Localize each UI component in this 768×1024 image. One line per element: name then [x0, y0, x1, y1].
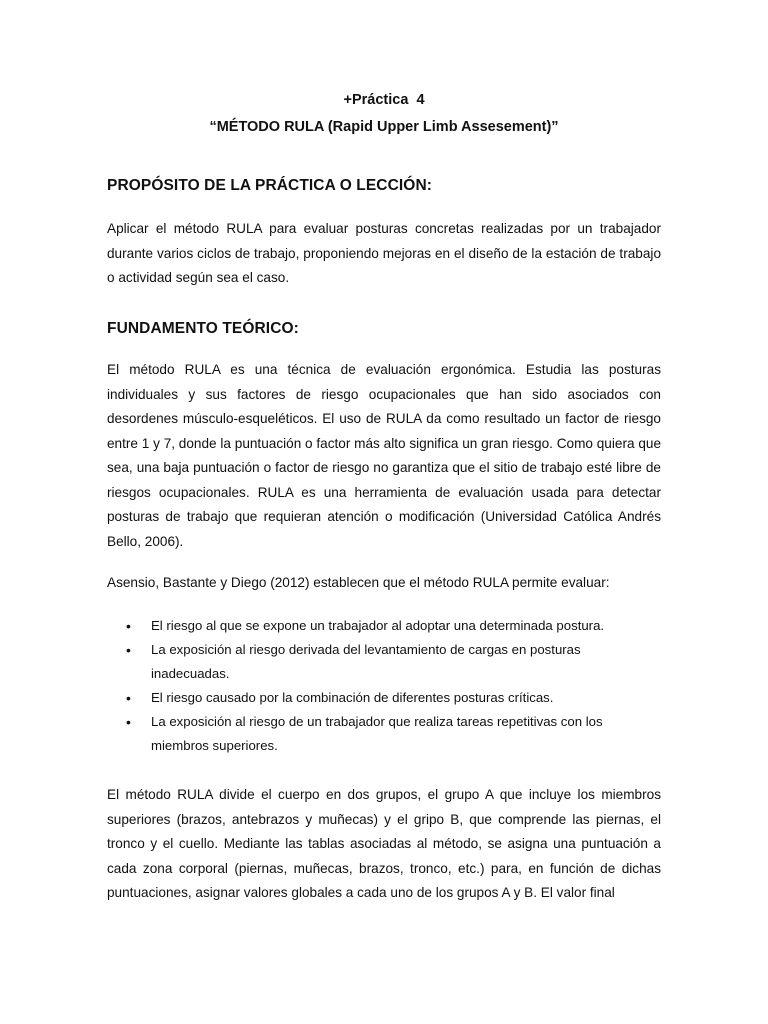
list-intro-paragraph: Asensio, Bastante y Diego (2012) establecen que el método RULA permite evaluar:: [107, 575, 610, 590]
list-item-text: El riesgo causado por la combinación de diferentes posturas críticas.: [151, 690, 554, 705]
list-item: [107, 686, 661, 710]
list-item: [107, 614, 661, 638]
list-item-text: La exposición al riesgo derivada del levantamiento de cargas en posturas inadecuadas.: [151, 642, 581, 681]
theory-heading: FUNDAMENTO TEÓRICO:: [107, 320, 299, 337]
purpose-heading: PROPÓSITO DE LA PRÁCTICA O LECCIÓN:: [107, 177, 432, 194]
method-title: “MÉTODO RULA (Rapid Upper Limb Assesement)”: [209, 119, 559, 135]
list-item-text: El riesgo al que se expone un trabajador al adoptar una determinada postura.: [151, 618, 605, 633]
bullet-icon: •: [126, 690, 131, 706]
bullet-icon: •: [126, 714, 131, 730]
bullet-icon: •: [126, 642, 131, 658]
list-item: [107, 710, 661, 758]
list-item: [107, 638, 661, 686]
bullet-icon: •: [126, 618, 131, 634]
theory-paragraph: El método RULA es una técnica de evaluación ergonómica. Estudia las posturas individuales y sus factores de riesgo ocupacionales que han sido asociados con desordenes músculo-esqueléticos. El uso de RULA da como resultado un factor de riesgo entre 1 y 7, donde la puntuación o factor más alto significa un gran riesgo. Como quiera que sea, una baja puntuación o factor de riesgo no garantiza que el sitio de trabajo esté libre de riesgos ocupacionales. RULA es una herramienta de evaluación usada para detectar posturas de trabajo que requieran atención o modificación (Universidad Católica Andrés Bello, 2006).: [107, 362, 661, 549]
practice-title: +Práctica 4: [343, 92, 425, 108]
evaluation-list: [107, 614, 661, 758]
list-item-text: La exposición al riesgo de un trabajador que realiza tareas repetitivas con los miembros superiores.: [151, 714, 603, 753]
body-groups-paragraph: El método RULA divide el cuerpo en dos grupos, el grupo A que incluye los miembros superiores (brazos, antebrazos y muñecas) y el gripo B, que comprende las piernas, el tronco y el cuello. Mediante las tablas asociadas al método, se asigna una puntuación a cada zona corporal (piernas, muñecas, brazos, tronco, etc.) para, en función de dichas puntuaciones, asignar valores globales a cada uno de los grupos A y B. El valor final: [107, 787, 661, 900]
purpose-paragraph: Aplicar el método RULA para evaluar posturas concretas realizadas por un trabajador durante varios ciclos de trabajo, proponiendo mejoras en el diseño de la estación de trabajo o actividad según sea el caso.: [107, 221, 661, 285]
